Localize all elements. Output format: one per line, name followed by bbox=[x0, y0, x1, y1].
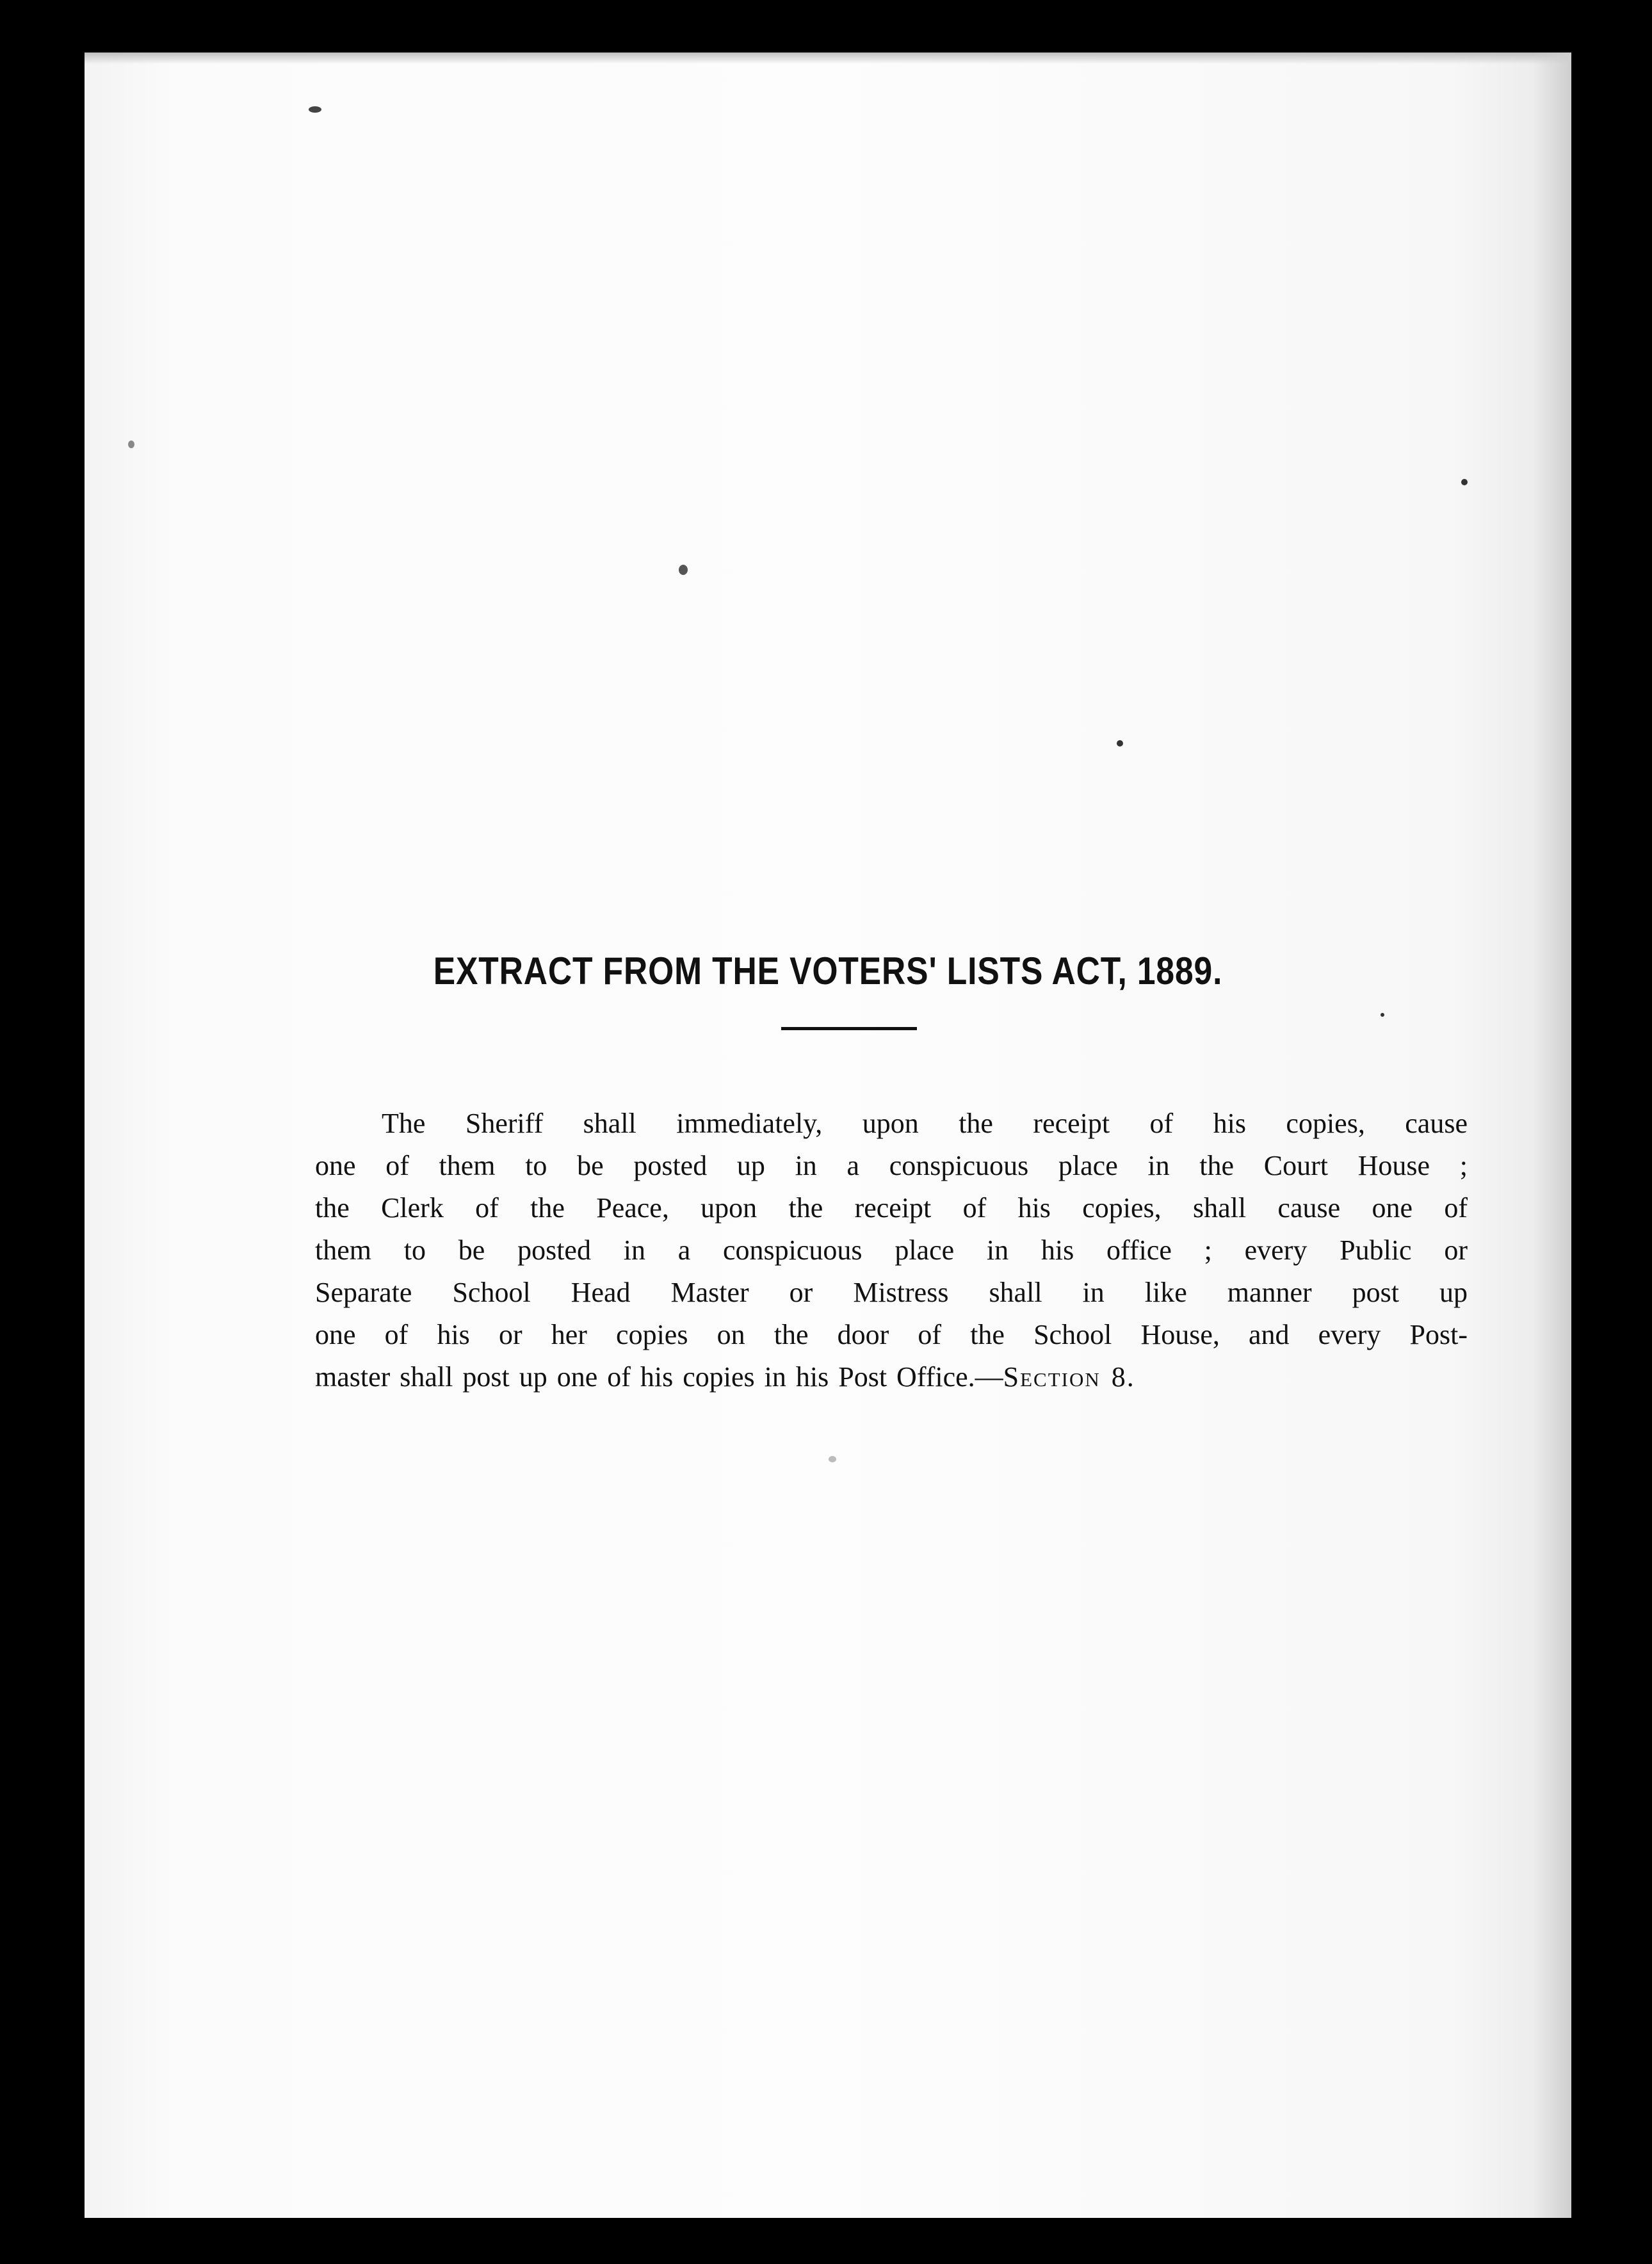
page-edge-shadow bbox=[1533, 53, 1571, 2218]
body-line: the Clerk of the Peace, upon the receipt of his copies, shall cause one of bbox=[315, 1192, 1468, 1224]
body-line: The Sheriff shall immediately, upon the receipt of his copies, cause bbox=[382, 1108, 1468, 1139]
title-divider bbox=[781, 1027, 917, 1030]
scan-speck bbox=[679, 565, 688, 575]
body-line: them to be posted in a conspicuous place in his office ; every Public or bbox=[315, 1234, 1468, 1266]
document-body bbox=[315, 1103, 1468, 1398]
document-page bbox=[85, 53, 1571, 2218]
scan-speck bbox=[1381, 1013, 1384, 1017]
body-line-final bbox=[315, 1356, 1468, 1398]
scan-speck bbox=[128, 441, 134, 448]
section-reference: Section 8. bbox=[1003, 1361, 1135, 1393]
body-line: Separate School Head Master or Mistress shall in like manner post up bbox=[315, 1277, 1468, 1308]
body-line: one of his or her copies on the door of the School House, and every Post- bbox=[315, 1319, 1468, 1350]
body-line: one of them to be posted up in a conspicuous place in the Court House ; bbox=[315, 1150, 1468, 1181]
scan-speck bbox=[829, 1456, 836, 1462]
scan-speck bbox=[1461, 479, 1468, 485]
body-line: master shall post up one of his copies in his Post Office.— bbox=[315, 1361, 1003, 1393]
document-title: EXTRACT FROM THE VOTERS' LISTS ACT, 1889. bbox=[433, 950, 1223, 992]
scan-speck bbox=[1117, 740, 1123, 747]
scan-speck bbox=[309, 106, 321, 113]
page-edge-shadow bbox=[85, 53, 1571, 64]
